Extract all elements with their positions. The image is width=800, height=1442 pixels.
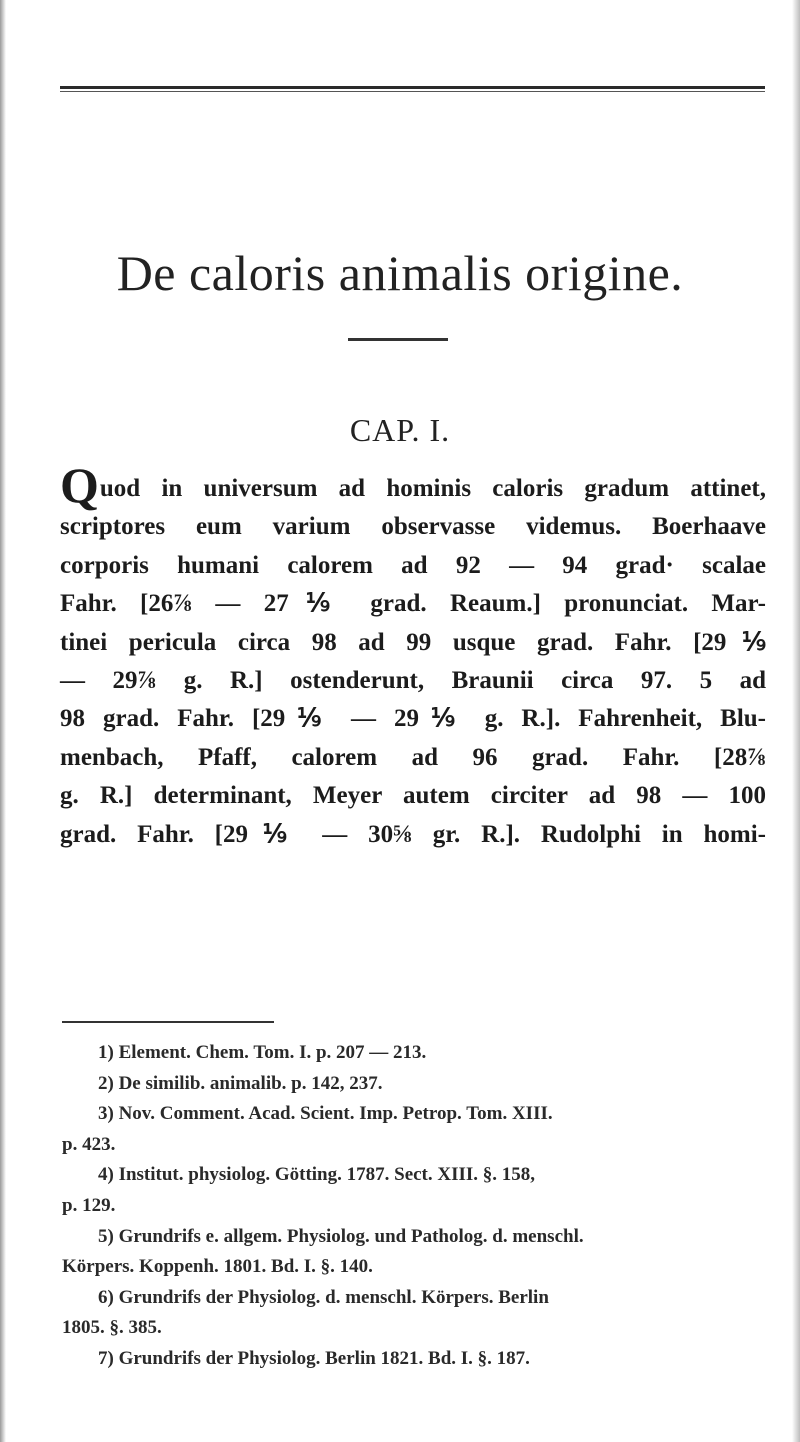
body-paragraph [60, 457, 766, 854]
body-line: — 29⅞ g. R.] ostenderunt, Braunii circa 97. 5 ad [60, 667, 766, 695]
footnote-continuation: Körpers. Koppenh. 1801. Bd. I. §. 140. [62, 1256, 373, 1278]
body-line: g. R.] determinant, Meyer autem circiter ad 98 — 100 [60, 782, 766, 810]
body-line: menbach, Pfaff, calorem ad 96 grad. Fahr. [28⅞ [60, 743, 766, 771]
footnote-divider [62, 1021, 274, 1023]
body-line: grad. Fahr. [29⅑ — 30⅝ gr. R.]. Rudolphi in homi- [60, 820, 766, 848]
chapter-heading: CAP. I. [349, 412, 451, 448]
body-line: scriptores eum varium observasse videmus. Boerhaave [60, 513, 766, 541]
page-edge-shadow-left [0, 0, 6, 1442]
footnote-continuation: p. 423. [62, 1133, 116, 1155]
page-edge-shadow-right [792, 0, 800, 1442]
footnote: 5) Grundrifs e. allgem. Physiolog. und Patholog. d. menschl. [98, 1225, 584, 1247]
header-rule [60, 86, 765, 89]
body-line: Fahr. [26⅞ — 27⅑ grad. Reaum.] pronunciat. Mar- [60, 590, 766, 618]
body-line-text: uod in universum ad hominis caloris gradum attinet, [99, 475, 766, 502]
drop-cap: Q [60, 457, 99, 513]
footnotes-block [62, 1038, 766, 1375]
body-line: corporis humani calorem ad 92 — 94 grad· scalae [60, 551, 766, 579]
body-line: tinei pericula circa 98 ad 99 usque grad. Fahr. [29⅑ [60, 628, 766, 656]
footnote: 4) Institut. physiolog. Götting. 1787. Sect. XIII. §. 158, [98, 1164, 536, 1186]
footnote: 3) Nov. Comment. Acad. Scient. Imp. Petrop. Tom. XIII. [98, 1103, 553, 1125]
footnote: 7) Grundrifs der Physiolog. Berlin 1821. Bd. I. §. 187. [98, 1347, 530, 1369]
footnote: 6) Grundrifs der Physiolog. d. menschl. Körpers. Berlin [98, 1286, 549, 1308]
body-line [60, 457, 766, 513]
footnote-continuation: p. 129. [62, 1194, 116, 1216]
page-title: De caloris animalis origine. [116, 245, 684, 301]
footnote-continuation: 1805. §. 385. [62, 1317, 162, 1339]
body-line: 98 grad. Fahr. [29⅑ — 29⅑ g. R.]. Fahrenheit, Blu- [60, 705, 766, 733]
footnote: 1) Element. Chem. Tom. I. p. 207 — 213. [98, 1042, 427, 1063]
footnote: 2) De similib. animalib. p. 142, 237. [98, 1072, 383, 1094]
title-divider [348, 338, 448, 341]
header-rule-thin [60, 91, 765, 92]
